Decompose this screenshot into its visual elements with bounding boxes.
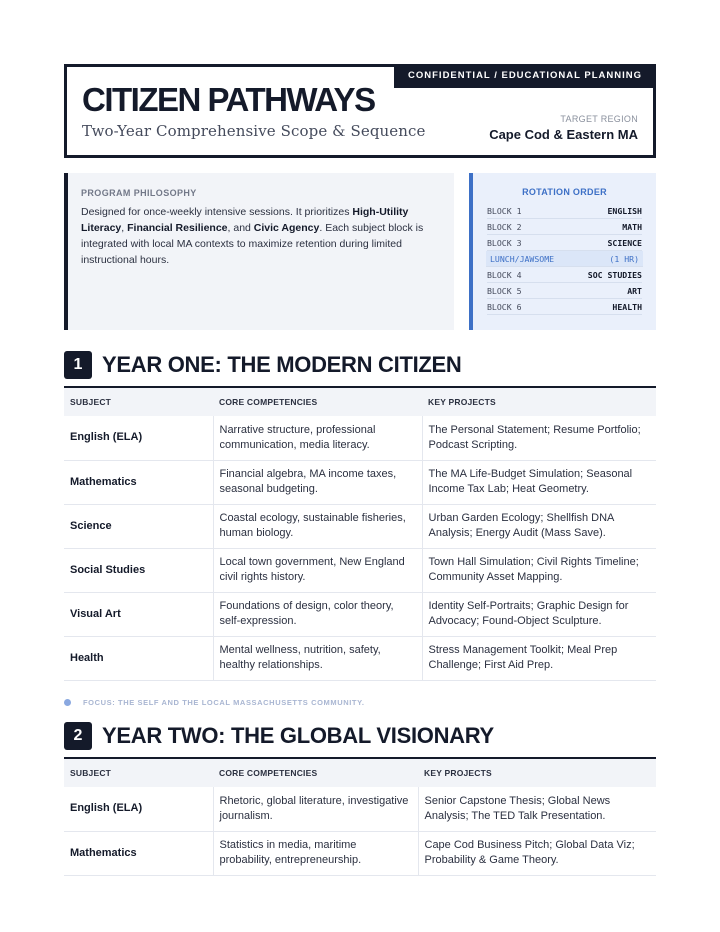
year-two-title: YEAR TWO: THE GLOBAL VISIONARY [102, 723, 494, 748]
column-header-projects: KEY PROJECTS [418, 758, 656, 787]
philosophy-text [81, 204, 438, 268]
subject-cell: English (ELA) [64, 416, 213, 460]
column-header-subject: SUBJECT [64, 758, 213, 787]
projects-cell: Senior Capstone Thesis; Global News Analysis; The TED Talk Presentation. [418, 787, 656, 831]
table-row [64, 416, 656, 460]
info-row [64, 173, 656, 330]
projects-cell: Cape Cod Business Pitch; Global Data Viz; Probability & Game Theory. [418, 831, 656, 875]
rotation-subject: SOC STUDIES [587, 270, 642, 280]
projects-cell: Stress Management Toolkit; Meal Prep Challenge; First Aid Prep. [422, 636, 656, 680]
document-page [64, 64, 656, 866]
competencies-cell: Coastal ecology, sustainable fisheries, human biology. [213, 504, 422, 548]
competencies-cell: Rhetoric, global literature, investigative journalism. [213, 787, 418, 831]
rotation-block: LUNCH/JAWSOME [490, 254, 555, 264]
competencies-cell: Statistics in media, maritime probability, entrepreneurship. [213, 831, 418, 875]
subject-cell: Mathematics [64, 831, 213, 875]
projects-cell: Identity Self-Portraits; Graphic Design for Advocacy; Found-Object Sculpture. [422, 592, 656, 636]
competencies-cell: Local town government, New England civil rights history. [213, 548, 422, 592]
rotation-subject: (1 HR) [609, 254, 639, 264]
rotation-block: BLOCK 1 [487, 206, 522, 216]
philosophy-highlight: Financial Resilience [127, 222, 228, 234]
year-one-heading [64, 351, 656, 381]
competencies-cell: Foundations of design, color theory, self-expression. [213, 592, 422, 636]
program-philosophy [64, 173, 454, 330]
philosophy-text-part: Designed for once-weekly intensive sessions. It prioritizes [81, 206, 353, 218]
table-row [64, 592, 656, 636]
table-row [64, 460, 656, 504]
rotation-subject: MATH [622, 222, 642, 232]
competencies-cell: Mental wellness, nutrition, safety, healthy relationships. [213, 636, 422, 680]
rotation-block: BLOCK 3 [487, 238, 522, 248]
rotation-subject: SCIENCE [607, 238, 642, 248]
rotation-block: BLOCK 6 [487, 302, 522, 312]
rotation-row [487, 299, 642, 315]
projects-cell: The MA Life-Budget Simulation; Seasonal Income Tax Lab; Heat Geometry. [422, 460, 656, 504]
rotation-subject: HEALTH [612, 302, 642, 312]
region-label: TARGET REGION [560, 114, 638, 124]
column-header-competencies: CORE COMPETENCIES [213, 387, 422, 416]
competencies-cell: Narrative structure, professional communication, media literacy. [213, 416, 422, 460]
rotation-row [487, 235, 642, 251]
table-row [64, 548, 656, 592]
subject-cell: Social Studies [64, 548, 213, 592]
subject-cell: Health [64, 636, 213, 680]
table-row [64, 831, 656, 875]
year-two-table [64, 757, 656, 876]
rotation-subject: ART [627, 286, 642, 296]
year-one-focus-note [64, 697, 365, 709]
rotation-row [487, 283, 642, 299]
focus-text: FOCUS: THE SELF AND THE LOCAL MASSACHUSETTS COMMUNITY. [83, 698, 365, 707]
philosophy-highlight: High-Utility Literacy [81, 206, 409, 234]
competencies-cell: Financial algebra, MA income taxes, seasonal budgeting. [213, 460, 422, 504]
subject-cell: Mathematics [64, 460, 213, 504]
table-row [64, 787, 656, 831]
philosophy-text-part: , [121, 222, 128, 234]
rotation-row-lunch [486, 251, 643, 267]
year-one-table [64, 386, 656, 681]
philosophy-highlight: Civic Agency [253, 222, 320, 234]
year-one-number: 1 [64, 351, 92, 379]
rotation-subject: ENGLISH [607, 206, 642, 216]
table-row [64, 504, 656, 548]
bullet-dot-icon [64, 699, 71, 706]
page-title: CITIZEN PATHWAYS [82, 81, 375, 118]
subject-cell: Visual Art [64, 592, 213, 636]
document-header [64, 64, 656, 158]
rotation-row [487, 203, 642, 219]
philosophy-text-part: , and [227, 222, 254, 234]
projects-cell: Urban Garden Ecology; Shellfish DNA Analysis; Energy Audit (Mass Save). [422, 504, 656, 548]
rotation-order [469, 173, 656, 330]
rotation-block: BLOCK 2 [487, 222, 522, 232]
subject-cell: Science [64, 504, 213, 548]
region-value: Cape Cod & Eastern MA [489, 127, 638, 142]
page-subtitle: Two-Year Comprehensive Scope & Sequence [82, 122, 426, 140]
projects-cell: The Personal Statement; Resume Portfolio; Podcast Scripting. [422, 416, 656, 460]
confidential-tag: CONFIDENTIAL / EDUCATIONAL PLANNING [394, 64, 656, 88]
year-two-heading [64, 722, 656, 752]
rotation-row [487, 267, 642, 283]
column-header-subject: SUBJECT [64, 387, 213, 416]
rotation-block: BLOCK 4 [487, 270, 522, 280]
rotation-row [487, 219, 642, 235]
projects-cell: Town Hall Simulation; Civil Rights Timeline; Community Asset Mapping. [422, 548, 656, 592]
rotation-block: BLOCK 5 [487, 286, 522, 296]
philosophy-text-part: . Each subject block is integrated with local MA contexts to maximize retention during limited instructional hours. [81, 222, 424, 266]
year-one-title: YEAR ONE: THE MODERN CITIZEN [102, 352, 462, 377]
table-row [64, 636, 656, 680]
column-header-projects: KEY PROJECTS [422, 387, 656, 416]
column-header-competencies: CORE COMPETENCIES [213, 758, 418, 787]
philosophy-label: PROGRAM PHILOSOPHY [81, 188, 197, 198]
table-header-row [64, 387, 656, 416]
table-header-row [64, 758, 656, 787]
rotation-title: ROTATION ORDER [522, 187, 607, 197]
year-two-number: 2 [64, 722, 92, 750]
subject-cell: English (ELA) [64, 787, 213, 831]
